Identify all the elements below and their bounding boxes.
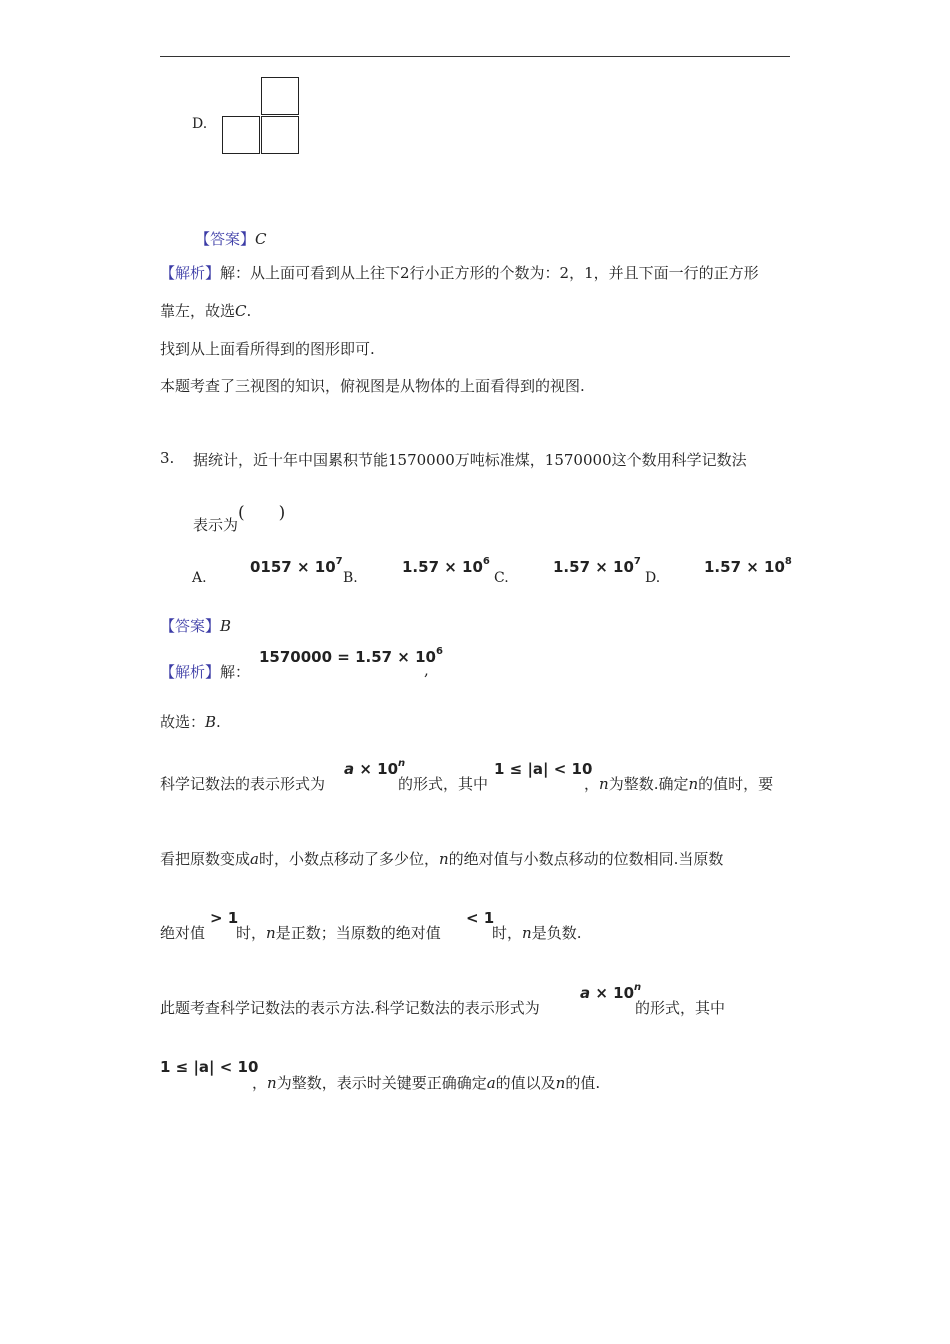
stem-text: 表示为 <box>193 516 239 534</box>
text: 时， <box>492 924 523 942</box>
q3-stem-line1: 据统计，近十年中国累积节能1570000万吨标准煤，1570000这个数用科学记数法 <box>193 451 747 469</box>
text: 为整数，表示时关键要正确确定 <box>276 1074 487 1092</box>
var-n: n <box>266 924 276 942</box>
analysis-tag: 【解析】 <box>160 264 221 282</box>
punct: ， <box>252 1074 268 1092</box>
q3-option-a-value <box>250 558 343 576</box>
punct: . <box>216 713 221 731</box>
figure-square-bottom-left <box>222 116 260 154</box>
option-exponent: 6 <box>482 556 490 567</box>
q3-expl5 <box>252 1072 600 1093</box>
option-exponent: 8 <box>784 556 792 567</box>
header-rule <box>160 56 790 57</box>
q2-answer <box>195 228 267 249</box>
answer-tag: 【答案】 <box>160 617 221 635</box>
q3-expl1-condition: 1 ≤ |a| < 10 <box>494 760 593 778</box>
punct: ， <box>584 775 600 793</box>
figure-square-top <box>261 77 299 115</box>
analysis-tag: 【解析】 <box>160 663 221 681</box>
choice-letter: B <box>205 713 217 731</box>
times-ten: × 10 <box>590 984 635 1002</box>
q3-option-b-label: B. <box>343 570 358 586</box>
option-mantissa: 1.57 × 10 <box>402 558 483 576</box>
figure-square-bottom-right <box>261 116 299 154</box>
var-a: a <box>344 760 355 778</box>
text: 是负数. <box>531 924 582 942</box>
var-n: n <box>438 850 449 868</box>
equation-exponent: 6 <box>435 646 443 657</box>
equation-text: 1570000 = 1.57 × 10 <box>259 648 436 666</box>
q2-analysis-line4: 本题考查了三视图的知识，俯视图是从物体的上面看得到的视图. <box>160 377 585 395</box>
var-a: a <box>580 984 591 1002</box>
var-n: n <box>688 775 699 793</box>
var-n: n <box>398 758 406 769</box>
text: 的值时，要 <box>698 775 774 793</box>
q3-stem-line2 <box>193 503 286 535</box>
var-n: n <box>555 1074 566 1092</box>
q3-expl3-b <box>236 922 441 943</box>
q3-expl2 <box>160 848 723 869</box>
q3-expl1-b: 的形式，其中 <box>398 775 489 793</box>
option-d-label: D. <box>192 116 208 132</box>
choice-letter: C <box>235 302 247 320</box>
option-mantissa: 1.57 × 10 <box>553 558 634 576</box>
q3-answer <box>160 615 231 636</box>
q3-option-c-label: C. <box>494 570 509 586</box>
answer-value: B <box>220 617 232 635</box>
text: 为整数.确定 <box>608 775 689 793</box>
option-mantissa: 0157 × 10 <box>250 558 336 576</box>
q3-choose <box>160 711 221 732</box>
q3-expl3-gt: > 1 <box>210 909 239 927</box>
var-n: n <box>267 1074 277 1092</box>
choose-text: 故选： <box>160 713 206 731</box>
analysis-text: 解： <box>220 663 251 681</box>
option-mantissa: 1.57 × 10 <box>704 558 785 576</box>
q2-analysis-line3: 找到从上面看所得到的图形即可. <box>160 340 375 358</box>
times-ten: × 10 <box>354 760 399 778</box>
punct: . <box>246 302 252 320</box>
q3-expl5-condition: 1 ≤ |a| < 10 <box>160 1058 259 1076</box>
q3-expl4-b: 的形式，其中 <box>635 999 726 1017</box>
q2-analysis-line2 <box>160 300 251 321</box>
answer-value: C <box>255 230 267 248</box>
var-a: a <box>486 1074 496 1092</box>
analysis-text: 靠左，故选 <box>160 302 236 320</box>
text: 的值以及 <box>495 1074 556 1092</box>
var-n: n <box>634 982 642 993</box>
q3-option-b-value <box>402 558 490 576</box>
var-n: n <box>522 924 532 942</box>
text: 的值. <box>565 1074 601 1092</box>
q3-expl3-a: 绝对值 <box>160 924 206 942</box>
q3-number: 3. <box>160 449 175 467</box>
q3-solution-comma: , <box>424 661 429 679</box>
q3-expl4-a: 此题考查科学记数法的表示方法.科学记数法的表示形式为 <box>160 999 540 1017</box>
q3-option-d-value <box>704 558 792 576</box>
text: 的绝对值与小数点移动的位数相同.当原数 <box>448 850 724 868</box>
q3-expl1-c <box>584 773 773 794</box>
q3-option-d-label: D. <box>645 570 661 586</box>
q3-solution-equation <box>259 648 443 666</box>
text: 时， <box>236 924 267 942</box>
q3-option-a-label: A. <box>192 570 207 586</box>
option-exponent: 7 <box>335 556 343 567</box>
text: 看把原数变成 <box>160 850 251 868</box>
text: 时，小数点移动了多少位， <box>258 850 439 868</box>
option-exponent: 7 <box>633 556 641 567</box>
answer-blank: ( ) <box>238 503 286 523</box>
q2-analysis-line1 <box>160 262 759 283</box>
var-n: n <box>599 775 609 793</box>
analysis-text: 解：从上面可看到从上往下2行小正方形的个数为：2，1，并且下面一行的正方形 <box>220 264 759 282</box>
answer-tag: 【答案】 <box>195 230 256 248</box>
q3-expl4-formula <box>580 984 641 1002</box>
q3-expl1-formula <box>344 760 405 778</box>
q3-expl1-a: 科学记数法的表示形式为 <box>160 775 326 793</box>
text: 是正数；当原数的绝对值 <box>275 924 441 942</box>
q3-expl3-lt: < 1 <box>466 909 495 927</box>
var-a: a <box>250 850 259 868</box>
q3-analysis-line1 <box>160 661 250 682</box>
q3-expl3-d <box>492 922 581 943</box>
q3-option-c-value <box>553 558 641 576</box>
